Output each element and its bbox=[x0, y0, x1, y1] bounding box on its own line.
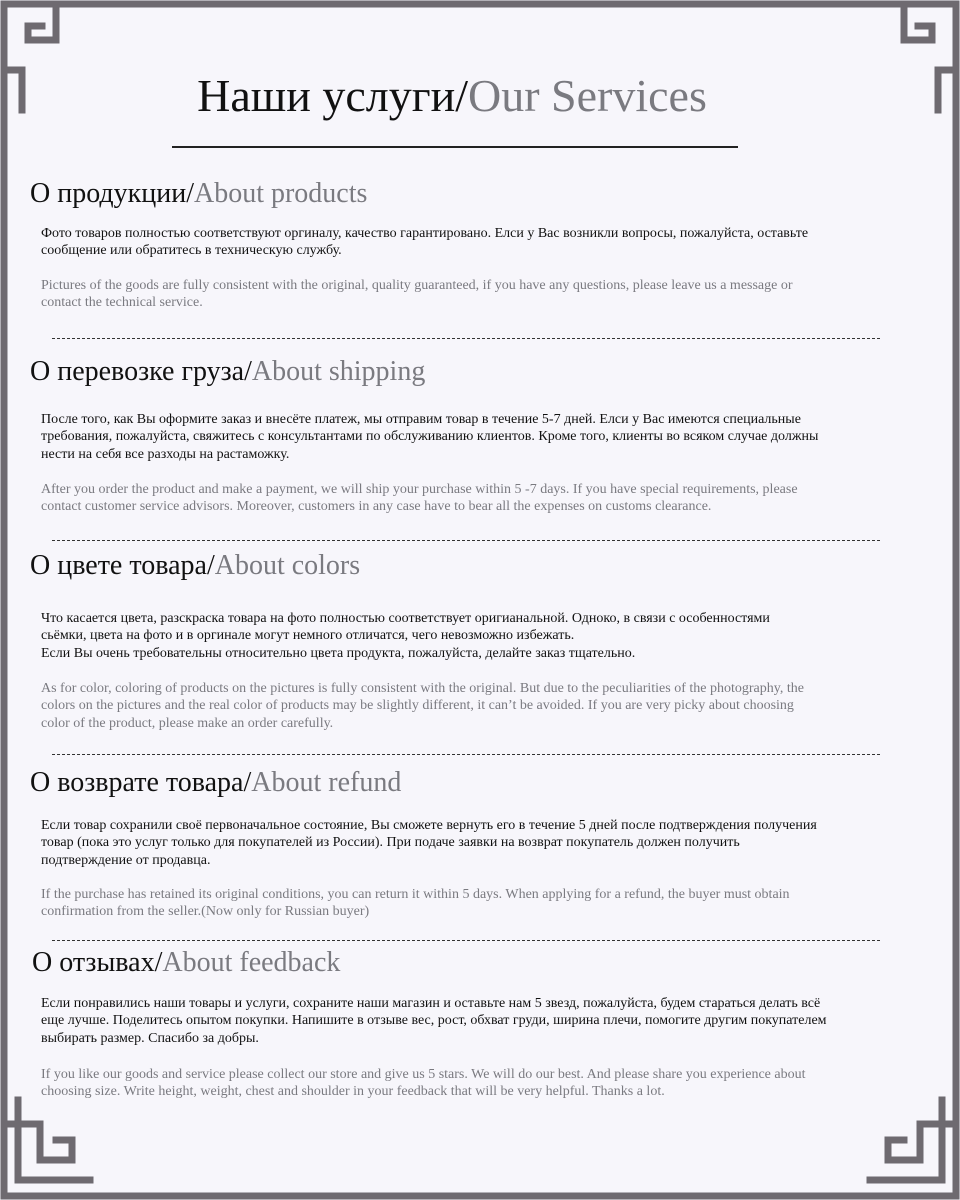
colors-text-en bbox=[41, 680, 921, 732]
feedback-text-en bbox=[41, 1066, 921, 1101]
shipping-text-ru bbox=[41, 411, 921, 463]
products-text-ru bbox=[41, 225, 921, 260]
shipping-text-en bbox=[41, 481, 921, 516]
text-line: After you order the product and make a payment, we will ship your purchase within 5 -7 days. If you have special requirements, please bbox=[41, 482, 798, 497]
text-line: требования, пожалуйста, свяжитесь с консультантами по обслуживанию клиентов. Кроме того, клиенты во всяком случае должны bbox=[41, 429, 819, 445]
heading-ru: О перевозке груза bbox=[30, 356, 245, 387]
text-line: товар (пока это услуг только для покупателей из России). При подаче заявки на возврат покупатель должен получить bbox=[41, 835, 740, 851]
refund-text-ru bbox=[41, 817, 921, 869]
text-line: Если понравились наши товары и услуги, сохраните наши магазин и оставьте нам 5 звезд, пожалуйста, будем стараться делать всё bbox=[41, 996, 821, 1011]
heading-ru: О возврате товара bbox=[30, 767, 244, 798]
page-title-ru: Наши услуги bbox=[197, 70, 456, 121]
heading-sep: / bbox=[154, 947, 163, 978]
heading-en: About feedback bbox=[162, 947, 341, 978]
page-title-separator: / bbox=[455, 70, 468, 121]
text-line: color of the product, please make an order carefully. bbox=[41, 715, 334, 731]
text-line: Pictures of the goods are fully consistent with the original, quality guaranteed, if you have any questions, please leave us a message or bbox=[41, 278, 793, 293]
heading-sep: / bbox=[206, 550, 215, 581]
heading-ru: О отзывах bbox=[32, 947, 155, 978]
heading-sep: / bbox=[243, 767, 252, 798]
heading-sep: / bbox=[186, 178, 194, 209]
heading-en: About products bbox=[193, 178, 368, 209]
section-heading-refund bbox=[30, 766, 401, 800]
title-underline bbox=[172, 146, 738, 148]
section-heading-shipping bbox=[30, 355, 425, 389]
text-line: contact the technical service. bbox=[41, 295, 203, 311]
page-title bbox=[0, 68, 904, 124]
text-line: Что касается цвета, разскраска товара на фото полностью соответствует оригианальной. Одноко, в связи с особенностями bbox=[41, 611, 770, 626]
products-text-en bbox=[41, 277, 921, 312]
text-line: нести на себя все разходы на растаможку. bbox=[41, 446, 290, 462]
colors-text-ru bbox=[41, 610, 921, 662]
page-title-en: Our Services bbox=[467, 70, 707, 121]
text-line: If the purchase has retained its original conditions, you can return it within 5 days. When applying for a refund, the buyer must obtain bbox=[41, 887, 790, 902]
section-heading-colors bbox=[30, 549, 360, 583]
text-line: choosing size. Write height, weight, chest and shoulder in your feedback that will be very helpful. Thanks a lot. bbox=[41, 1084, 665, 1100]
section-divider bbox=[52, 338, 880, 339]
text-line: подтверждение от продавца. bbox=[41, 852, 211, 868]
heading-en: About refund bbox=[251, 767, 402, 798]
text-line: contact customer service advisors. Moreover, customers in any case have to bear all the expenses on customs clearance. bbox=[41, 499, 712, 515]
text-line: colors on the pictures and the real color of products may be slightly different, it can’t be avoided. If you are very picky about choosing bbox=[41, 698, 794, 714]
text-line: Фото товаров полностью соответствуют оргиналу, качество гарантировано. Елси у Вас возникли вопросы, пожалуйста, оставьте bbox=[41, 226, 809, 241]
text-line: еще лучше. Поделитесь опытом покупки. Напишите в отзыве вес, рост, обхват груди, ширина плечи, помогите другим покупателем bbox=[41, 1013, 827, 1029]
heading-en: About colors bbox=[214, 550, 361, 581]
refund-text-en bbox=[41, 886, 921, 921]
text-line: сьёмки, цвета на фото и в оргинале могут немного отличатся, чего невозможно избежать. bbox=[41, 628, 575, 644]
text-line: As for color, coloring of products on the pictures is fully consistent with the original. But due to the peculiarities of the photography, the bbox=[41, 681, 804, 696]
heading-en: About shipping bbox=[251, 356, 426, 387]
text-line: Если товар сохранили своё первоначальное состояние, Вы сможете вернуть его в течение 5 дней после подтверждения получения bbox=[41, 818, 817, 833]
section-heading-products bbox=[30, 177, 367, 211]
heading-ru: О цвете товара bbox=[30, 550, 207, 581]
section-divider bbox=[52, 940, 880, 941]
section-divider bbox=[52, 754, 880, 755]
heading-sep: / bbox=[244, 356, 252, 387]
text-line: выбирать размер. Спасибо за добры. bbox=[41, 1030, 259, 1046]
text-line: If you like our goods and service please collect our store and give us 5 stars. We will do our best. And please share you experience about bbox=[41, 1067, 806, 1082]
feedback-text-ru bbox=[41, 995, 921, 1047]
section-divider bbox=[52, 540, 880, 541]
heading-ru: О продукции bbox=[30, 178, 187, 209]
text-line: confirmation from the seller.(Now only for Russian buyer) bbox=[41, 904, 370, 920]
text-line: Если Вы очень требовательны относительно цвета продукта, пожалуйста, делайте заказ тщательно. bbox=[41, 645, 636, 661]
section-heading-feedback bbox=[32, 946, 340, 980]
text-line: сообщение или обратитесь в техническую службу. bbox=[41, 243, 342, 259]
text-line: После того, как Вы оформите заказ и внесёте платеж, мы отправим товар в течение 5-7 дней. Елси у Вас имеются специальные bbox=[41, 412, 801, 427]
